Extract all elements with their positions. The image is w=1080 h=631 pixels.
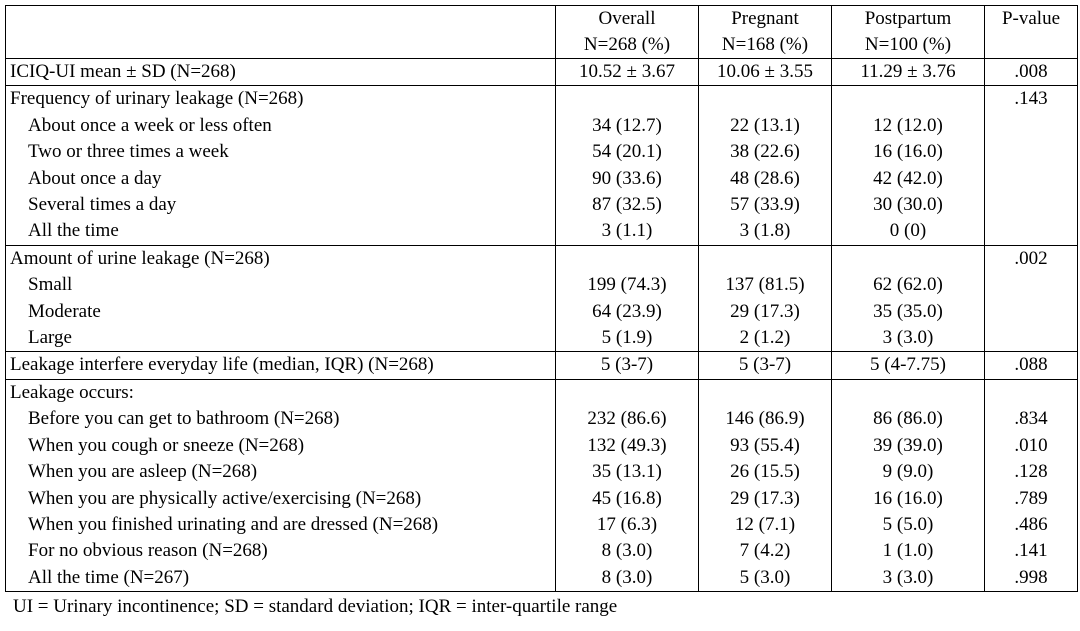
cell-pvalue: .002 xyxy=(985,245,1078,272)
cell-pvalue: .010 xyxy=(985,433,1078,459)
cell-overall xyxy=(556,245,699,272)
cell-pvalue: .486 xyxy=(985,512,1078,538)
table-row xyxy=(6,166,1078,192)
cell-pregnant: 10.06 ± 3.55 xyxy=(699,59,832,86)
results-table xyxy=(5,5,1078,592)
cell-pvalue: .008 xyxy=(985,59,1078,86)
table-header xyxy=(6,6,1078,59)
cell-postpartum: 35 (35.0) xyxy=(832,299,985,325)
cell-pregnant: 93 (55.4) xyxy=(699,433,832,459)
cell-postpartum: 3 (3.0) xyxy=(832,565,985,592)
cell-pvalue: .128 xyxy=(985,459,1078,485)
cell-pregnant: 29 (17.3) xyxy=(699,299,832,325)
cell-overall xyxy=(556,86,699,113)
table-row xyxy=(6,86,1078,113)
row-label: All the time (N=267) xyxy=(6,565,556,592)
table-row xyxy=(6,379,1078,406)
cell-postpartum: 39 (39.0) xyxy=(832,433,985,459)
row-label: When you cough or sneeze (N=268) xyxy=(6,433,556,459)
header-cell-variable-1 xyxy=(6,6,556,33)
cell-pregnant: 38 (22.6) xyxy=(699,139,832,165)
cell-postpartum: 3 (3.0) xyxy=(832,325,985,352)
table-row xyxy=(6,565,1078,592)
cell-postpartum: 5 (4-7.75) xyxy=(832,352,985,379)
cell-pregnant xyxy=(699,245,832,272)
cell-pvalue xyxy=(985,272,1078,298)
cell-postpartum: 42 (42.0) xyxy=(832,166,985,192)
row-label: Two or three times a week xyxy=(6,139,556,165)
table-footnote: UI = Urinary incontinence; SD = standard deviation; IQR = inter-quartile range xyxy=(13,596,618,618)
row-label: About once a day xyxy=(6,166,556,192)
row-label: Leakage occurs: xyxy=(6,379,556,406)
table-row xyxy=(6,59,1078,86)
cell-pvalue: .789 xyxy=(985,486,1078,512)
header-row-2 xyxy=(6,32,1078,59)
table-row xyxy=(6,406,1078,432)
cell-overall: 5 (1.9) xyxy=(556,325,699,352)
cell-pregnant: 57 (33.9) xyxy=(699,192,832,218)
cell-overall xyxy=(556,379,699,406)
cell-pvalue: .088 xyxy=(985,352,1078,379)
cell-pregnant: 146 (86.9) xyxy=(699,406,832,432)
table-row xyxy=(6,433,1078,459)
cell-overall: 8 (3.0) xyxy=(556,565,699,592)
table-row xyxy=(6,272,1078,298)
row-label: Amount of urine leakage (N=268) xyxy=(6,245,556,272)
cell-pregnant xyxy=(699,379,832,406)
cell-postpartum: 9 (9.0) xyxy=(832,459,985,485)
cell-pvalue xyxy=(985,299,1078,325)
cell-postpartum: 11.29 ± 3.76 xyxy=(832,59,985,86)
table-row xyxy=(6,192,1078,218)
row-label: Before you can get to bathroom (N=268) xyxy=(6,406,556,432)
table-row xyxy=(6,139,1078,165)
cell-pvalue xyxy=(985,379,1078,406)
cell-postpartum: 86 (86.0) xyxy=(832,406,985,432)
row-label: When you finished urinating and are dressed (N=268) xyxy=(6,512,556,538)
cell-overall: 132 (49.3) xyxy=(556,433,699,459)
cell-pregnant xyxy=(699,86,832,113)
cell-pregnant: 48 (28.6) xyxy=(699,166,832,192)
table-row xyxy=(6,352,1078,379)
cell-pregnant: 29 (17.3) xyxy=(699,486,832,512)
cell-postpartum: 0 (0) xyxy=(832,218,985,245)
cell-overall: 45 (16.8) xyxy=(556,486,699,512)
header-cell-postpartum-1: Postpartum xyxy=(832,6,985,33)
cell-pvalue: .834 xyxy=(985,406,1078,432)
cell-overall: 90 (33.6) xyxy=(556,166,699,192)
table-row xyxy=(6,538,1078,564)
row-label: Several times a day xyxy=(6,192,556,218)
row-label: Small xyxy=(6,272,556,298)
cell-postpartum: 12 (12.0) xyxy=(832,113,985,139)
table-row xyxy=(6,113,1078,139)
cell-overall: 10.52 ± 3.67 xyxy=(556,59,699,86)
cell-pvalue xyxy=(985,113,1078,139)
row-label: For no obvious reason (N=268) xyxy=(6,538,556,564)
row-label: About once a week or less often xyxy=(6,113,556,139)
cell-overall: 8 (3.0) xyxy=(556,538,699,564)
cell-postpartum xyxy=(832,245,985,272)
cell-pregnant: 22 (13.1) xyxy=(699,113,832,139)
row-label: Moderate xyxy=(6,299,556,325)
cell-pregnant: 7 (4.2) xyxy=(699,538,832,564)
table-row xyxy=(6,299,1078,325)
row-label: All the time xyxy=(6,218,556,245)
cell-postpartum xyxy=(832,86,985,113)
header-cell-pregnant-2: N=168 (%) xyxy=(699,32,832,59)
cell-overall: 34 (12.7) xyxy=(556,113,699,139)
cell-postpartum: 62 (62.0) xyxy=(832,272,985,298)
cell-pregnant: 3 (1.8) xyxy=(699,218,832,245)
header-row-1 xyxy=(6,6,1078,33)
cell-postpartum: 16 (16.0) xyxy=(832,486,985,512)
cell-pregnant: 5 (3-7) xyxy=(699,352,832,379)
cell-pvalue: .141 xyxy=(985,538,1078,564)
cell-postpartum: 1 (1.0) xyxy=(832,538,985,564)
header-cell-overall-1: Overall xyxy=(556,6,699,33)
cell-pvalue xyxy=(985,218,1078,245)
row-label: Leakage interfere everyday life (median, IQR) (N=268) xyxy=(6,352,556,379)
cell-overall: 232 (86.6) xyxy=(556,406,699,432)
row-label: ICIQ-UI mean ± SD (N=268) xyxy=(6,59,556,86)
results-table-container xyxy=(5,5,1077,620)
cell-pvalue: .998 xyxy=(985,565,1078,592)
cell-pregnant: 5 (3.0) xyxy=(699,565,832,592)
table-row xyxy=(6,245,1078,272)
header-cell-pvalue-1: P-value xyxy=(985,6,1078,33)
cell-postpartum: 5 (5.0) xyxy=(832,512,985,538)
row-label: When you are physically active/exercising (N=268) xyxy=(6,486,556,512)
row-label: Large xyxy=(6,325,556,352)
header-cell-overall-2: N=268 (%) xyxy=(556,32,699,59)
table-row xyxy=(6,486,1078,512)
table-row xyxy=(6,218,1078,245)
cell-pvalue: .143 xyxy=(985,86,1078,113)
cell-overall: 3 (1.1) xyxy=(556,218,699,245)
cell-pregnant: 26 (15.5) xyxy=(699,459,832,485)
cell-overall: 5 (3-7) xyxy=(556,352,699,379)
cell-pregnant: 12 (7.1) xyxy=(699,512,832,538)
cell-pvalue xyxy=(985,166,1078,192)
cell-overall: 54 (20.1) xyxy=(556,139,699,165)
cell-pvalue xyxy=(985,139,1078,165)
table-body xyxy=(6,59,1078,592)
cell-pregnant: 2 (1.2) xyxy=(699,325,832,352)
table-row xyxy=(6,512,1078,538)
cell-pregnant: 137 (81.5) xyxy=(699,272,832,298)
cell-overall: 87 (32.5) xyxy=(556,192,699,218)
header-cell-pregnant-1: Pregnant xyxy=(699,6,832,33)
header-cell-variable-2 xyxy=(6,32,556,59)
row-label: Frequency of urinary leakage (N=268) xyxy=(6,86,556,113)
cell-overall: 35 (13.1) xyxy=(556,459,699,485)
cell-postpartum xyxy=(832,379,985,406)
header-cell-pvalue-2 xyxy=(985,32,1078,59)
cell-overall: 64 (23.9) xyxy=(556,299,699,325)
header-cell-postpartum-2: N=100 (%) xyxy=(832,32,985,59)
table-row xyxy=(6,325,1078,352)
cell-overall: 199 (74.3) xyxy=(556,272,699,298)
cell-postpartum: 30 (30.0) xyxy=(832,192,985,218)
cell-pvalue xyxy=(985,192,1078,218)
cell-overall: 17 (6.3) xyxy=(556,512,699,538)
row-label: When you are asleep (N=268) xyxy=(6,459,556,485)
table-row xyxy=(6,459,1078,485)
cell-postpartum: 16 (16.0) xyxy=(832,139,985,165)
cell-pvalue xyxy=(985,325,1078,352)
